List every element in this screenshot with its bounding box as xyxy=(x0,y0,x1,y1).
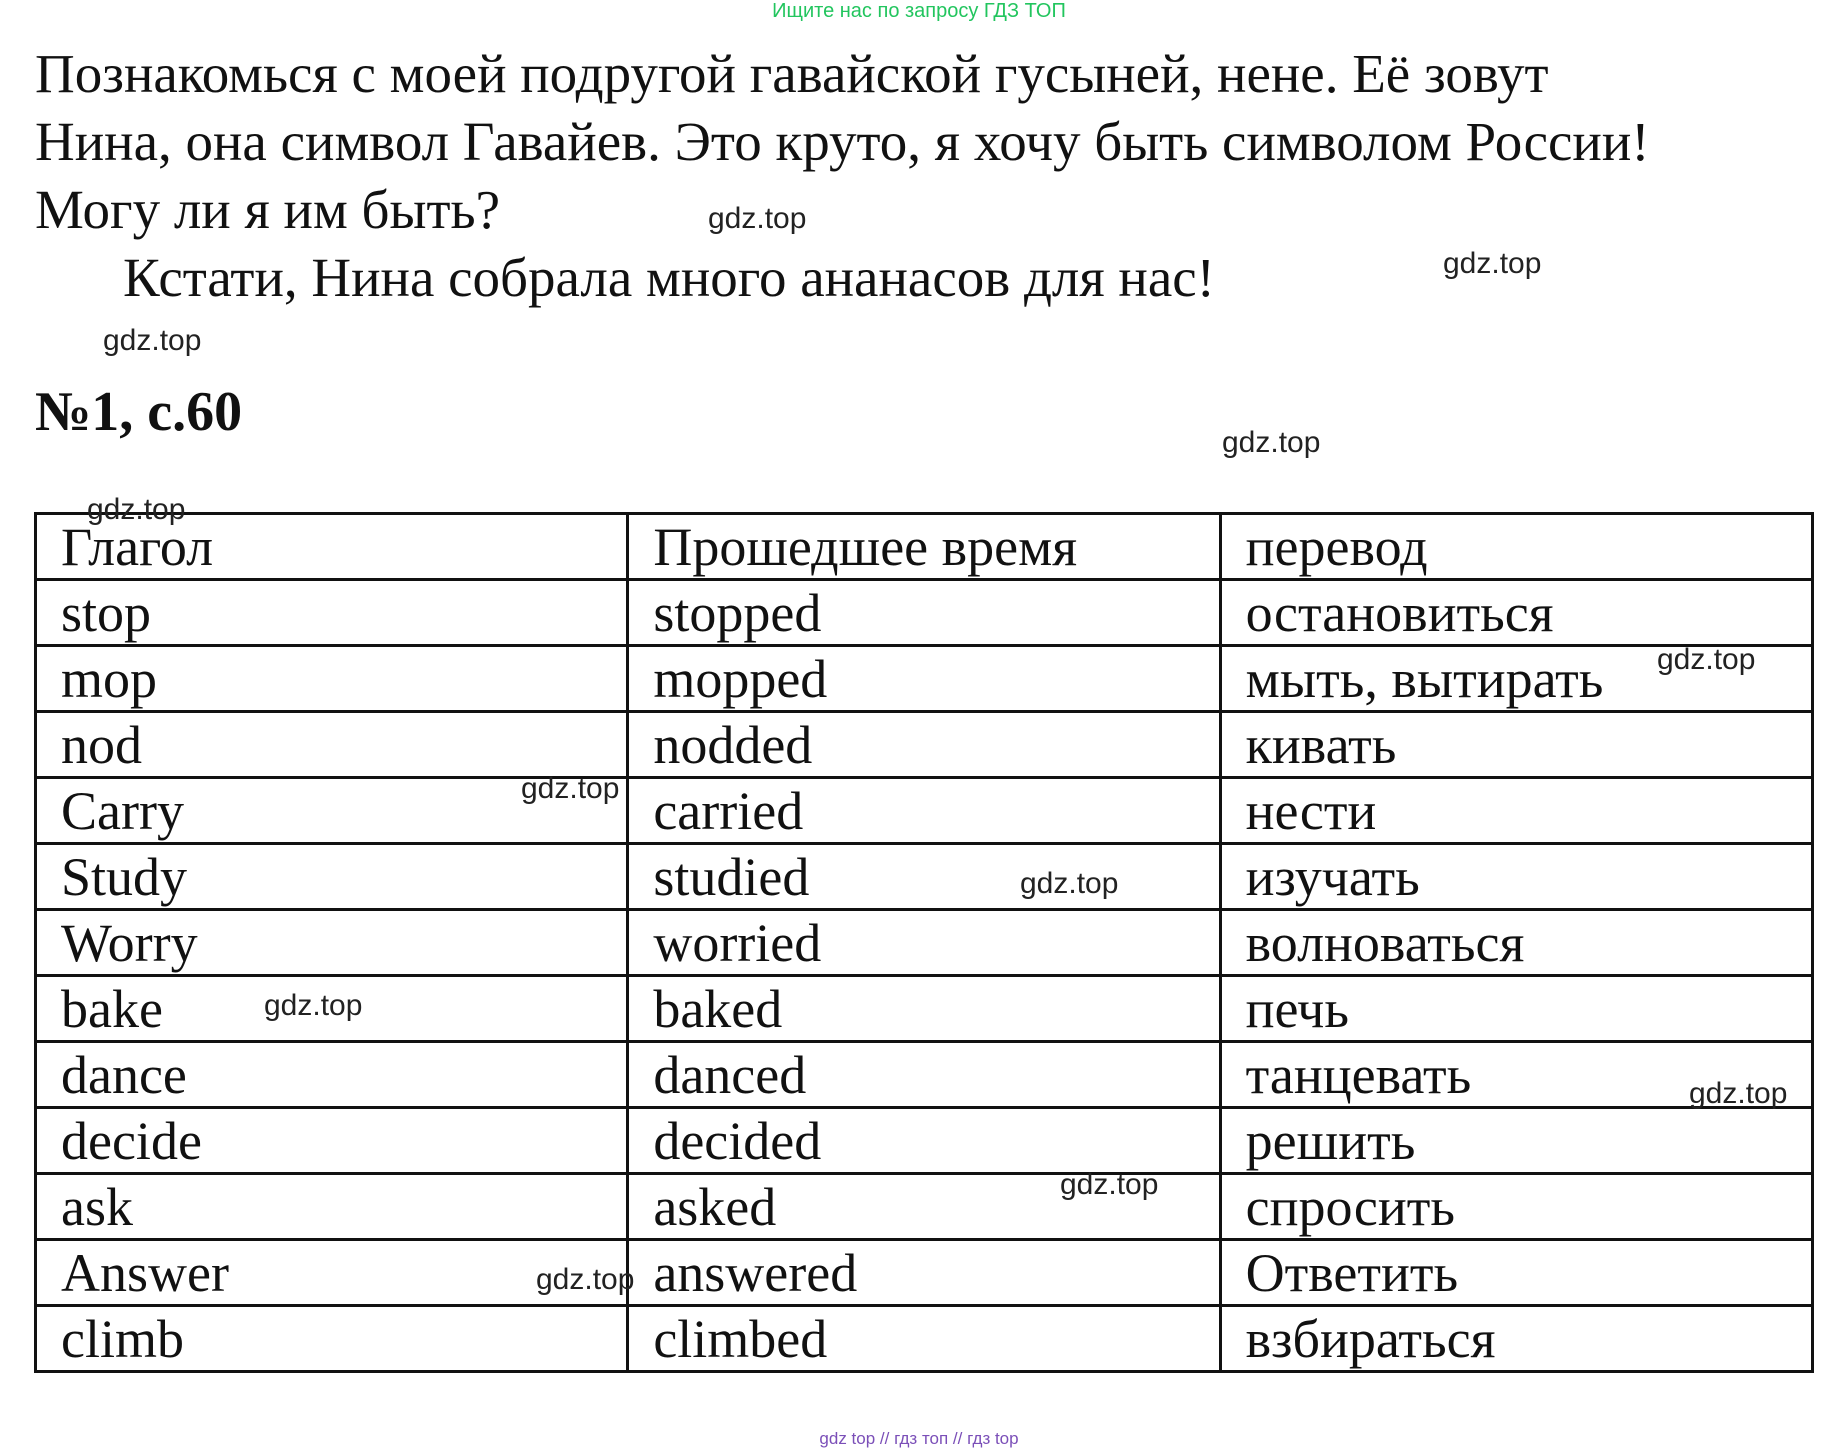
watermark: gdz.top xyxy=(1443,247,1542,280)
table-row xyxy=(36,778,1813,844)
translation-cell: волноваться xyxy=(1220,910,1812,976)
past-tense-cell: answered xyxy=(628,1240,1220,1306)
watermark: gdz.top xyxy=(536,1263,635,1296)
past-tense-cell: danced xyxy=(628,1042,1220,1108)
past-tense-cell: asked xyxy=(628,1174,1220,1240)
table-row xyxy=(36,1042,1813,1108)
translation-cell: танцевать xyxy=(1220,1042,1812,1108)
translation-cell: Ответить xyxy=(1220,1240,1812,1306)
table-header-row xyxy=(36,514,1813,580)
translation-cell: печь xyxy=(1220,976,1812,1042)
translation-cell: остановиться xyxy=(1220,580,1812,646)
top-banner: Ищите нас по запросу ГДЗ ТОП xyxy=(772,0,1066,22)
past-tense-cell: climbed xyxy=(628,1306,1220,1372)
verb-cell: Worry xyxy=(36,910,628,976)
header-verb: Глагол xyxy=(36,514,628,580)
watermark: gdz.top xyxy=(1657,643,1756,676)
watermark: gdz.top xyxy=(1020,867,1119,900)
table-row xyxy=(36,712,1813,778)
watermark: gdz.top xyxy=(1689,1077,1788,1110)
table-row xyxy=(36,1174,1813,1240)
watermark: gdz.top xyxy=(1060,1168,1159,1201)
verbs-table xyxy=(34,512,1814,1373)
paragraph-line-2: Нина, она символ Гавайев. Это круто, я хочу быть символом России! xyxy=(35,111,1650,172)
table-row xyxy=(36,1240,1813,1306)
past-tense-cell: worried xyxy=(628,910,1220,976)
paragraph-line-4: Кстати, Нина собрала много ананасов для нас! xyxy=(123,247,1215,308)
verb-cell: dance xyxy=(36,1042,628,1108)
translation-cell: мыть, вытирать xyxy=(1220,646,1812,712)
paragraph-line-1: Познакомься с моей подругой гавайской гусыней, нене. Её зовут xyxy=(35,43,1549,104)
watermark: gdz.top xyxy=(1222,426,1321,459)
header-translation: перевод xyxy=(1220,514,1812,580)
past-tense-cell: studied xyxy=(628,844,1220,910)
watermark: gdz.top xyxy=(87,493,186,526)
verb-cell: climb xyxy=(36,1306,628,1372)
table-row xyxy=(36,580,1813,646)
watermark: gdz.top xyxy=(708,202,807,235)
translation-cell: взбираться xyxy=(1220,1306,1812,1372)
watermark: gdz.top xyxy=(103,324,202,357)
table-row xyxy=(36,910,1813,976)
past-tense-cell: stopped xyxy=(628,580,1220,646)
footer: gdz top // гдз топ // гдз top xyxy=(819,1429,1019,1448)
past-tense-cell: nodded xyxy=(628,712,1220,778)
paragraph-line-3: Могу ли я им быть? xyxy=(35,179,500,240)
translation-cell: спросить xyxy=(1220,1174,1812,1240)
table-row xyxy=(36,844,1813,910)
table-row xyxy=(36,646,1813,712)
translation-cell: изучать xyxy=(1220,844,1812,910)
watermark: gdz.top xyxy=(264,989,363,1022)
verb-cell: Study xyxy=(36,844,628,910)
past-tense-cell: mopped xyxy=(628,646,1220,712)
table-row xyxy=(36,1108,1813,1174)
past-tense-cell: decided xyxy=(628,1108,1220,1174)
verb-cell: decide xyxy=(36,1108,628,1174)
translation-cell: решить xyxy=(1220,1108,1812,1174)
translation-cell: кивать xyxy=(1220,712,1812,778)
verb-cell: Answer xyxy=(36,1240,628,1306)
exercise-heading: №1, с.60 xyxy=(35,381,243,443)
past-tense-cell: baked xyxy=(628,976,1220,1042)
table-row xyxy=(36,1306,1813,1372)
verb-cell: Carry xyxy=(36,778,628,844)
verb-cell: bake xyxy=(36,976,628,1042)
verb-cell: mop xyxy=(36,646,628,712)
verb-cell: stop xyxy=(36,580,628,646)
header-past-tense: Прошедшее время xyxy=(628,514,1220,580)
verb-cell: ask xyxy=(36,1174,628,1240)
watermark: gdz.top xyxy=(521,772,620,805)
verb-cell: nod xyxy=(36,712,628,778)
translation-cell: нести xyxy=(1220,778,1812,844)
past-tense-cell: carried xyxy=(628,778,1220,844)
